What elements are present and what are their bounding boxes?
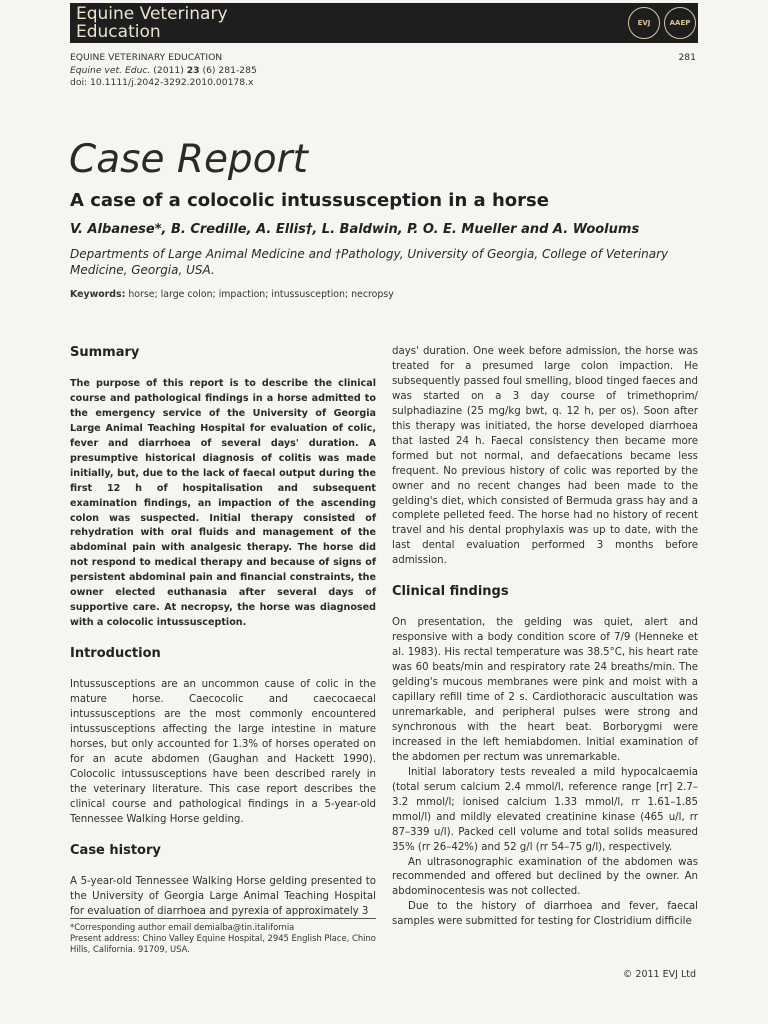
clinical-findings-para-1: On presentation, the gelding was quiet, alert and responsive with a body condition score of 7/9 (Henneke et al. 1983). His rectal temperature was 38.5°C, his heart rate was 60 beats/min and respiratory rate 24 breaths/min. The gelding's mucous membranes were pink and moist with a capillary refill time of 2 s. Cardiothoracic auscultation was unremarkable, and peripheral pulses were strong and synchronous with the heart beat. Borborygmi were increased in the left hemiabdomen. Initial examination of the abdomen per rectum was unremarkable. (392, 617, 698, 763)
citation-prefix: Equine vet. Educ. (70, 64, 151, 76)
keywords-line (70, 289, 394, 300)
aaep-logo: AAEP (664, 7, 696, 39)
journal-banner (70, 3, 698, 43)
copyright: © 2011 EVJ Ltd (622, 969, 696, 980)
citation-line (70, 65, 257, 78)
introduction-heading: Introduction (70, 646, 161, 662)
right-column (392, 345, 698, 930)
footnote-divider (70, 918, 376, 919)
doi: doi: 10.1111/j.2042-3292.2010.00178.x (70, 77, 254, 88)
summary-text: The purpose of this report is to describe the clinical course and pathological findings in a horse admitted to the emergency service of the University of Georgia Large Animal Teaching Hospital for evaluation of colic, fever and diarrhoea of several days' duration. A presumptive historical diagnosis of colitis was made initially, but, due to the lack of faecal output during the first 12 h of hospitalisation and subsequent examination findings, an impaction of the ascending colon was suspected. Initial therapy consisted of rehydration with oral fluids and management of the abdominal pain with analgesic therapy. The horse did not respond to medical therapy and because of signs of persistent abdominal pain and financial constraints, the owner elected euthanasia after several days of supportive care. At necropsy, the horse was diagnosed with a colocolic intussusception. (70, 377, 376, 629)
clinical-findings-heading: Clinical findings (392, 584, 509, 600)
clinical-findings-para-2: Initial laboratory tests revealed a mild hypocalcaemia (total serum calcium 2.4 mmol/l, reference range [rr] 2.7–3.2 mmol/l; ionised calcium 1.33 mmol/l, rr 1.61–1.85 mmol/l) and mildly elevated creatinine kinase (465 u/l, rr 87–339 u/l). Packed cell volume and total solids measured 35% (rr 26–42%) and 52 g/l (rr 54–75 g/l), respectively. (392, 766, 698, 853)
citation-issue-pages: (6) 281-285 (202, 64, 257, 76)
clinical-findings-para-3: An ultrasonographic examination of the abdomen was recommended and offered but declined by the owner. An abdominocentesis was not collected. (392, 856, 698, 898)
keywords-label: Keywords: (70, 289, 126, 300)
affiliation: Departments of Large Animal Medicine and †Pathology, University of Georgia, College of Veterinary Medicine, Georgia, USA. (70, 247, 669, 277)
journal-banner-title: Equine Veterinary Education (76, 4, 228, 42)
citation-year: (2011) (153, 64, 184, 76)
article-type: Case Report (69, 137, 308, 182)
citation-block (70, 52, 257, 90)
footnote (70, 922, 380, 956)
clinical-findings-para-4: Due to the history of diarrhoea and fever, faecal samples were submitted for testing for Clostridium difficile (392, 901, 698, 928)
evj-logo: EVJ (628, 7, 660, 39)
case-history-heading: Case history (70, 842, 161, 858)
introduction-text: Intussusceptions are an uncommon cause of colic in the mature horse. Caecocolic and caecocaecal intussusceptions are the most commonly encountered intussusceptions affecting the large intestine in mature horses, but only accounted for 1.3% of horses operated on for an acute abdomen (Gaughan and Hackett 1990). Colocolic intussusceptions have been described rarely in the veterinary literature. This case report describes the clinical course and pathological findings in a 5-year-old Tennessee Walking Horse gelding. (70, 679, 376, 825)
case-history-text-start: A 5-year-old Tennessee Walking Horse gelding presented to the University of Georgia Large Animal Teaching Hospital for evaluation of diarrhoea and pyrexia of approximately 3 (70, 875, 376, 917)
article-title: A case of a colocolic intussusception in a horse (70, 190, 549, 211)
case-history-text-continued: days' duration. One week before admission, the horse was treated for a presumed large colon impaction. He subsequently passed foul smelling, blood tinged faeces and was started on a 3 day course of trimethoprim/ sulphadiazine (25 mg/kg bwt, q. 12 h, per os). Soon after this therapy was initiated, the horse developed diarrhoea that lasted 24 h. Faecal consistency then became more formed but not normal, and defaecations became less frequent. No previous history of colic was reported by the owner and no recent changes had been made to the gelding's diet, which consisted of Bermuda grass hay and a complete pelleted feed. The horse had no history of recent travel and his dental prophylaxis was up to date, with the last dental evaluation performed 3 months before admission. (392, 346, 698, 567)
left-column (70, 346, 376, 919)
citation-volume: 23 (186, 64, 200, 76)
journal-name: EQUINE VETERINARY EDUCATION (70, 52, 223, 63)
keywords-list: horse; large colon; impaction; intussusception; necropsy (128, 289, 394, 300)
summary-heading: Summary (70, 345, 140, 360)
corresponding-author-note: *Corresponding author email demialba@tin.italifornia (70, 922, 295, 932)
author-list: V. Albanese*, B. Credille, A. Ellis†, L. Baldwin, P. O. E. Mueller and A. Woolums (70, 222, 640, 237)
page-number: 281 (678, 52, 696, 63)
present-address-note: Present address: Chino Valley Equine Hospital, 2945 English Place, Chino Hills, California. 91709, USA. (70, 933, 376, 955)
